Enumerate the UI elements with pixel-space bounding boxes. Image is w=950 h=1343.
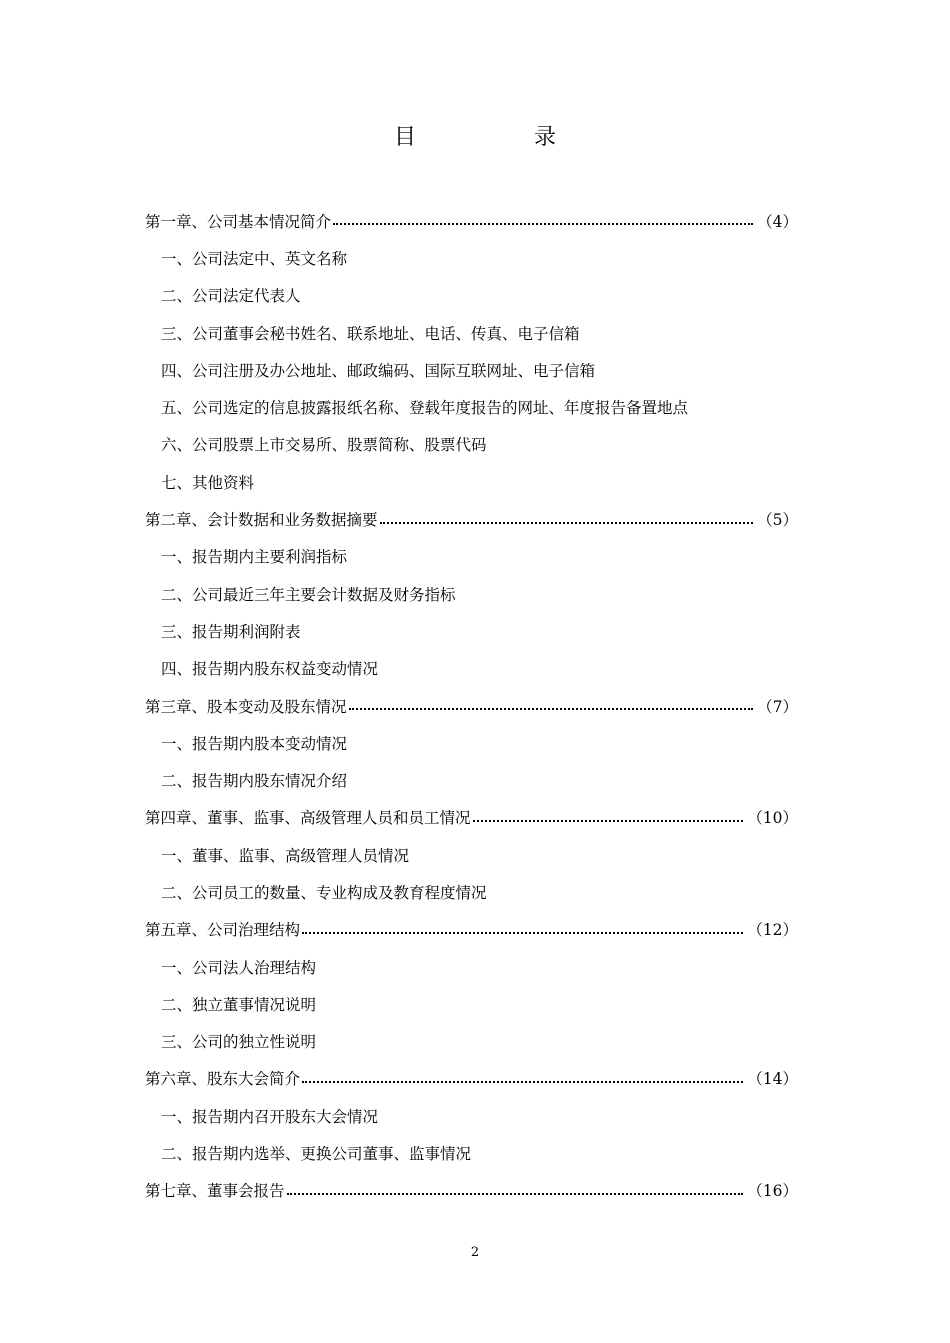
toc-chapter-label: 第四章、董事、监事、高级管理人员和员工情况 bbox=[145, 809, 471, 828]
toc-section-label: 二、公司法定代表人 bbox=[161, 287, 301, 306]
toc-section-label: 三、公司董事会秘书姓名、联系地址、电话、传真、电子信箱 bbox=[161, 324, 580, 343]
toc-page-ref: （7） bbox=[757, 697, 798, 716]
title-char-2: 录 bbox=[534, 125, 557, 150]
toc-section-label: 二、公司员工的数量、专业构成及教育程度情况 bbox=[161, 883, 487, 902]
toc-page-ref: （14） bbox=[747, 1070, 798, 1089]
toc-section-entry[interactable] bbox=[145, 650, 798, 687]
toc-chapter-entry[interactable] bbox=[145, 202, 798, 239]
toc-section-label: 一、公司法定中、英文名称 bbox=[161, 249, 348, 268]
toc-section-label: 七、其他资料 bbox=[161, 473, 255, 492]
toc-chapter-entry[interactable] bbox=[145, 799, 798, 836]
toc-page-ref: （5） bbox=[757, 511, 798, 530]
toc-chapter-label: 第一章、公司基本情况简介 bbox=[145, 212, 332, 231]
toc-chapter-label: 第七章、董事会报告 bbox=[145, 1182, 285, 1201]
page-number: 2 bbox=[470, 1245, 480, 1260]
toc-chapter-label: 第三章、股本变动及股东情况 bbox=[145, 697, 347, 716]
toc-section-label: 四、公司注册及办公地址、邮政编码、国际互联网址、电子信箱 bbox=[161, 361, 596, 380]
toc-section-entry[interactable] bbox=[145, 239, 798, 276]
toc-section-label: 五、公司选定的信息披露报纸名称、登载年度报告的网址、年度报告备置地点 bbox=[161, 399, 689, 418]
page-title bbox=[0, 122, 950, 154]
toc-section-label: 二、报告期内选举、更换公司董事、监事情况 bbox=[161, 1145, 472, 1164]
toc-section-label: 一、公司法人治理结构 bbox=[161, 958, 317, 977]
toc-dot-leader bbox=[473, 819, 744, 822]
toc-section-entry[interactable] bbox=[145, 463, 798, 500]
toc-dot-leader bbox=[302, 1080, 743, 1083]
toc-section-label: 二、报告期内股东情况介绍 bbox=[161, 772, 348, 791]
toc-chapter-label: 第五章、公司治理结构 bbox=[145, 921, 301, 940]
toc-section-label: 一、报告期内召开股东大会情况 bbox=[161, 1107, 379, 1126]
toc-chapter-label: 第二章、会计数据和业务数据摘要 bbox=[145, 511, 378, 530]
table-of-contents bbox=[145, 202, 798, 1209]
toc-section-label: 六、公司股票上市交易所、股票简称、股票代码 bbox=[161, 436, 487, 455]
toc-dot-leader bbox=[302, 931, 743, 934]
toc-section-entry[interactable] bbox=[145, 314, 798, 351]
toc-section-entry[interactable] bbox=[145, 612, 798, 649]
toc-dot-leader bbox=[349, 707, 754, 710]
toc-section-entry[interactable] bbox=[145, 724, 798, 761]
toc-section-label: 三、公司的独立性说明 bbox=[161, 1033, 317, 1052]
toc-page-ref: （10） bbox=[747, 809, 798, 828]
toc-section-label: 二、独立董事情况说明 bbox=[161, 995, 317, 1014]
toc-page-ref: （4） bbox=[757, 212, 798, 231]
toc-section-label: 一、报告期内股本变动情况 bbox=[161, 734, 348, 753]
toc-section-label: 二、公司最近三年主要会计数据及财务指标 bbox=[161, 585, 456, 604]
toc-chapter-entry[interactable] bbox=[145, 1060, 798, 1097]
toc-chapter-entry[interactable] bbox=[145, 687, 798, 724]
toc-section-entry[interactable] bbox=[145, 388, 798, 425]
toc-section-entry[interactable] bbox=[145, 985, 798, 1022]
toc-section-entry[interactable] bbox=[145, 575, 798, 612]
toc-section-label: 一、报告期内主要利润指标 bbox=[161, 548, 348, 567]
toc-page-ref: （16） bbox=[747, 1182, 798, 1201]
toc-section-entry[interactable] bbox=[145, 836, 798, 873]
toc-section-label: 一、董事、监事、高级管理人员情况 bbox=[161, 846, 410, 865]
toc-section-entry[interactable] bbox=[145, 538, 798, 575]
toc-section-entry[interactable] bbox=[145, 761, 798, 798]
toc-chapter-entry[interactable] bbox=[145, 500, 798, 537]
toc-chapter-label: 第六章、股东大会简介 bbox=[145, 1070, 301, 1089]
toc-chapter-entry[interactable] bbox=[145, 1172, 798, 1209]
toc-page-ref: （12） bbox=[747, 921, 798, 940]
toc-section-entry[interactable] bbox=[145, 873, 798, 910]
toc-dot-leader bbox=[333, 222, 753, 225]
toc-section-entry[interactable] bbox=[145, 948, 798, 985]
toc-section-label: 四、报告期内股东权益变动情况 bbox=[161, 660, 379, 679]
toc-section-entry[interactable] bbox=[145, 1134, 798, 1171]
toc-section-entry[interactable] bbox=[145, 1097, 798, 1134]
toc-section-entry[interactable] bbox=[145, 351, 798, 388]
toc-section-label: 三、报告期利润附表 bbox=[161, 622, 301, 641]
toc-chapter-entry[interactable] bbox=[145, 911, 798, 948]
toc-section-entry[interactable] bbox=[145, 426, 798, 463]
toc-dot-leader bbox=[380, 521, 754, 524]
toc-dot-leader bbox=[287, 1192, 744, 1195]
title-char-1: 目 bbox=[393, 125, 416, 150]
toc-section-entry[interactable] bbox=[145, 1023, 798, 1060]
toc-section-entry[interactable] bbox=[145, 277, 798, 314]
